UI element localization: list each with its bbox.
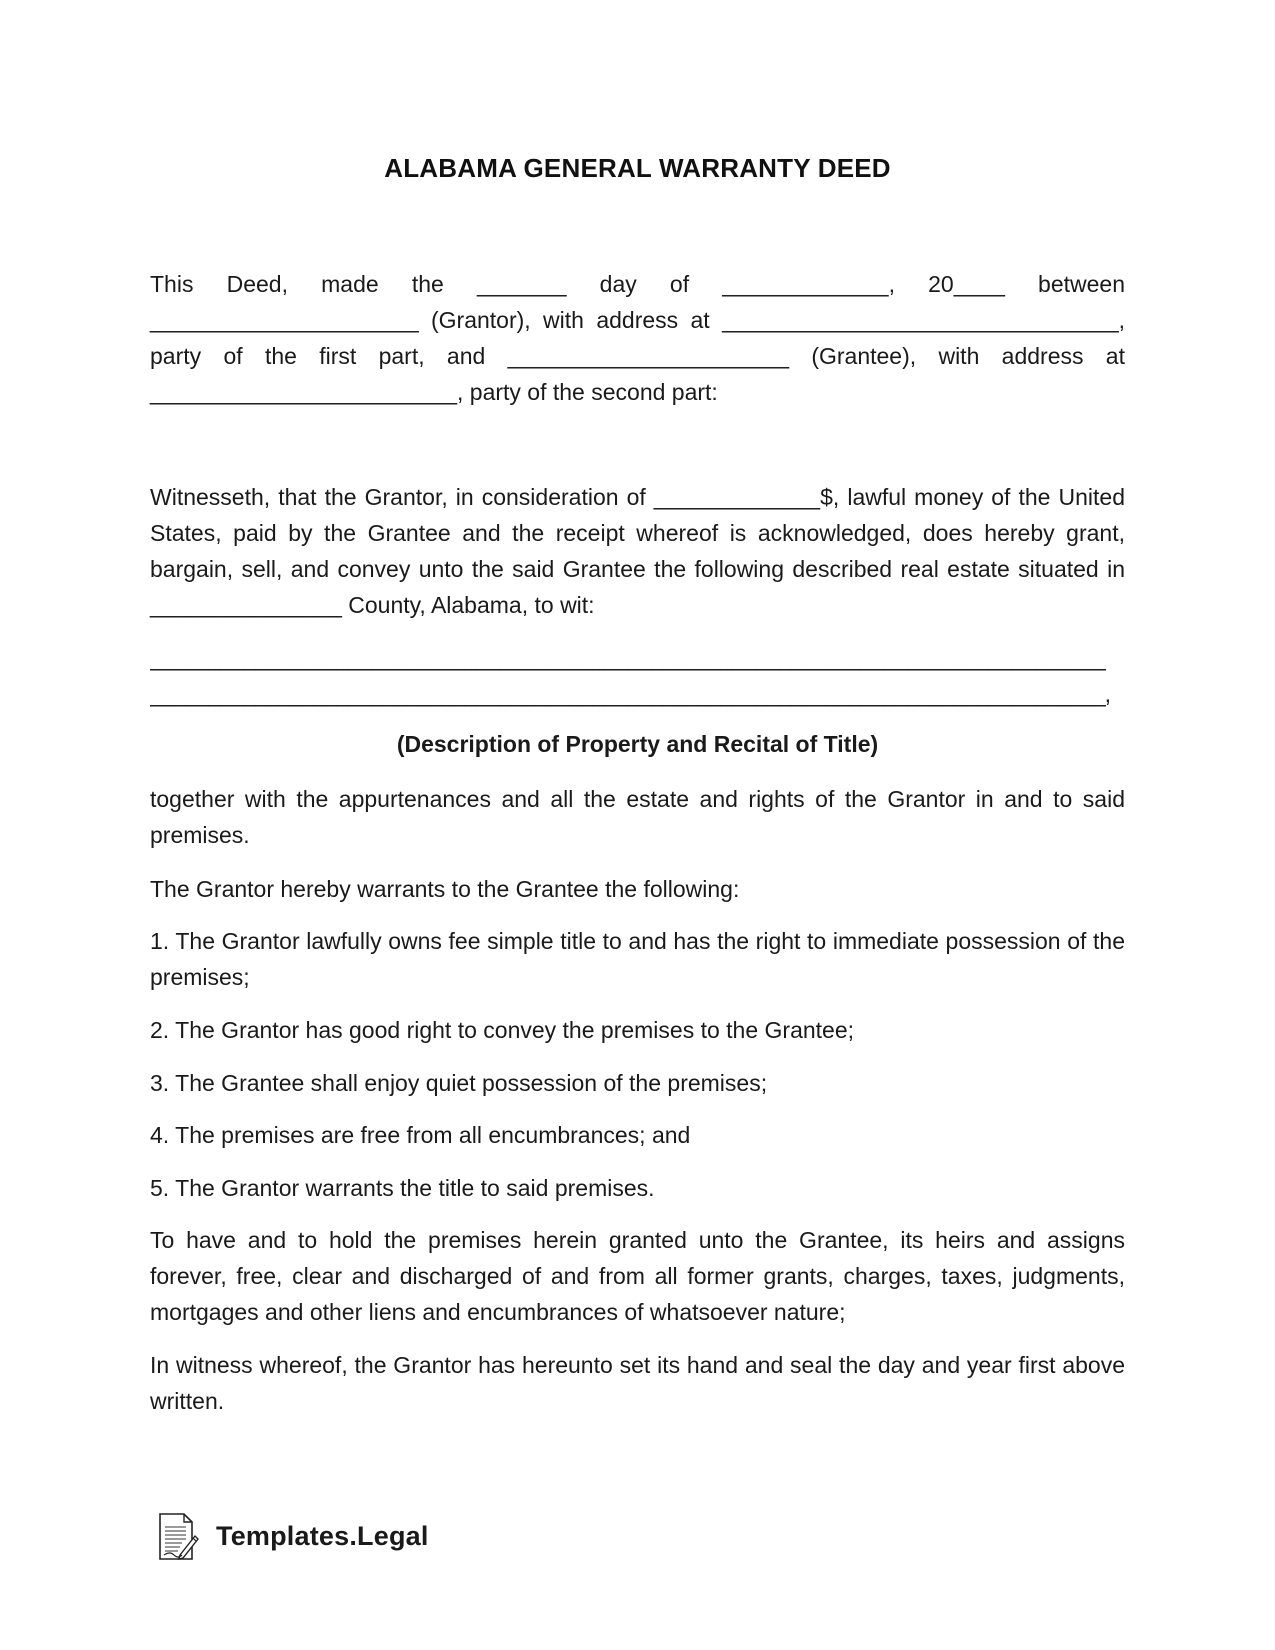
- warranty-item: [150, 1170, 1125, 1206]
- testimonium-paragraph: [150, 1347, 1125, 1419]
- habendum-paragraph: [150, 1222, 1125, 1330]
- together-text: together with the appurtenances and all the estate and rights of the Grantor in and to said premises.: [150, 786, 1125, 848]
- testimonium-text: In witness whereof, the Grantor has hereunto set its hand and seal the day and year first above written.: [150, 1352, 1125, 1414]
- warranty-item: [150, 1117, 1125, 1153]
- together-paragraph: [150, 781, 1125, 853]
- intro-line: ________________________, party of the second part:: [150, 379, 718, 405]
- description-heading: (Description of Property and Recital of Title): [396, 731, 879, 757]
- property-description-blanks: [150, 640, 1125, 712]
- warranty-item: [150, 1012, 1125, 1048]
- document-title: ALABAMA GENERAL WARRANTY DEED: [384, 153, 891, 183]
- witness-paragraph: [150, 479, 1125, 623]
- description-line: __________________________________________________________________________________,: [150, 681, 1110, 707]
- description-line: __________________________________________________________________________________: [150, 645, 1105, 671]
- warrants-intro: [150, 871, 1125, 907]
- warrants-intro-text: The Grantor hereby warrants to the Grantee the following:: [150, 876, 740, 902]
- brand-name: Templates.Legal: [216, 1520, 429, 1551]
- habendum-text: To have and to hold the premises herein granted unto the Grantee, its heirs and assigns forever, free, clear and discharged of and from all former grants, charges, taxes, judgments, mortgages and other liens and encumbrances of whatsoever nature;: [150, 1227, 1125, 1325]
- warranty-item-text: 5. The Grantor warrants the title to said premises.: [150, 1175, 655, 1201]
- warranty-item-text: 3. The Grantee shall enjoy quiet possession of the premises;: [150, 1070, 768, 1096]
- warranty-item-text: 1. The Grantor lawfully owns fee simple title to and has the right to immediate possession of the premises;: [150, 928, 1125, 990]
- intro-line: _____________________ (Grantor), with address at _______________________________,: [150, 307, 1125, 333]
- intro-line: This Deed, made the _______ day of _____________, 20____ between: [150, 271, 1125, 297]
- document-pen-icon: [156, 1509, 200, 1563]
- warranty-item: [150, 923, 1125, 995]
- intro-line: party of the first part, and ______________________ (Grantee), with address at: [150, 343, 1125, 369]
- warranty-item-text: 2. The Grantor has good right to convey the premises to the Grantee;: [150, 1017, 855, 1043]
- witness-text: Witnesseth, that the Grantor, in consideration of _____________$, lawful money of the United States, paid by the Grantee and the receipt whereof is acknowledged, does hereby grant, bargain, sell, and convey unto the said Grantee the following described real estate situated in _______________ County, Alabama, to wit:: [150, 484, 1125, 618]
- warranty-item-text: 4. The premises are free from all encumbrances; and: [150, 1122, 691, 1148]
- intro-paragraph: [150, 266, 1125, 410]
- footer-brand-block: [156, 1508, 429, 1564]
- warranty-item: [150, 1065, 1125, 1101]
